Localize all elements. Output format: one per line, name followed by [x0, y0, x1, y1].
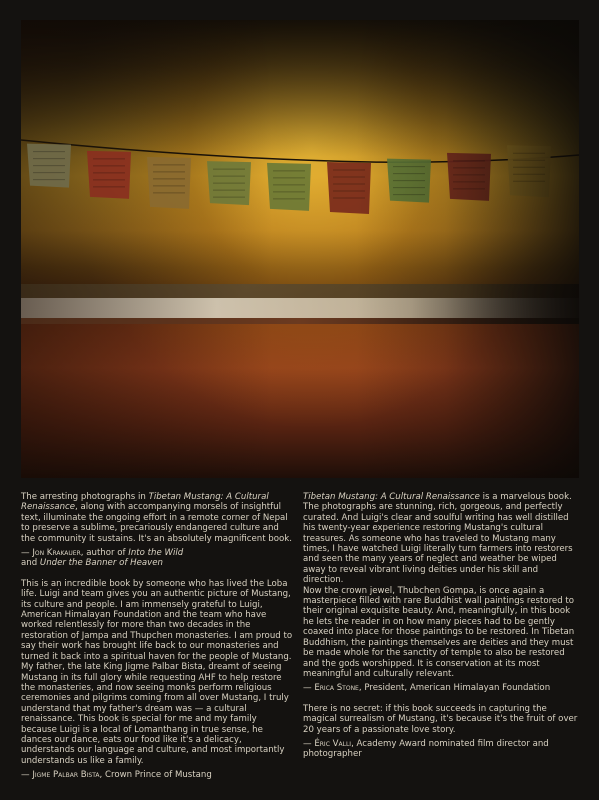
quote-stone: Tibetan Mustang: A Cultural Renaissance is a marvelous book. The photographs are stunning, rich, gorgeous, and perfectly curated. And Luigi's clear and soulful writing has well distilled his twenty-year experience restoring Mustang's cultural treasures. As someone who has traveled to Mustang many times, I have watched Luigi literally turn farmers into restorers and seen the many years of neglect and weather be wiped away to reveal vibrant living deities under his skill and direction. Now the crown jewel, Thubchen Gompa, is once again a masterpiece filled with rare Buddhist wall paintings restored to their original exquisite beauty. And, meaningfully, in this book he lets the reader in on how many pieces had to be gently coaxed into place for those paintings to be restored. In Tibetan Buddhism, the paintings themselves are deities and they must be made whole for the sanctity of temple to also be restored and the gods worshipped. It is conservation at its most meaningful and culturally relevant. [303, 492, 575, 679]
photo-shadow-right [356, 20, 579, 478]
spacer [303, 694, 579, 704]
attribution-krakauer: — Jon Krakauer, author of Into the Wild and Under the Banner of Heaven [21, 548, 184, 569]
spacer [21, 569, 293, 579]
quote-krakauer: The arresting photographs in Tibetan Mustang: A Cultural Renaissance, along with accompanying morsels of insightful text, illuminate the ongoing effort in a remote corner of Nepal to preserve a sublime, precariously endangered culture and the community it sustains. It's an absolutely magnificent book. [21, 492, 292, 544]
cover-photo [21, 20, 579, 478]
attribution-bista: — Jigme Palbar Bista, Crown Prince of Mustang [21, 770, 212, 781]
quotes-section [21, 492, 579, 792]
quotes-right-column [303, 492, 579, 760]
prayer-flag [267, 163, 311, 211]
attribution-stone: — Erica Stone, President, American Himalayan Foundation [303, 683, 551, 694]
attribution-valli: — Éric Valli, Academy Award nominated film director and photographer [303, 738, 549, 760]
quotes-left-column [21, 492, 293, 781]
prayer-flag [87, 151, 131, 199]
quote-bista: This is an incredible book by someone who has lived the Loba life. Luigi and team gives you an authentic picture of Mustang, its culture and people. I am immensely grateful to Luigi, American Himalayan Foundation and the team who have worked relentlessly for more than two decades in the restoration of Jampa and Thupchen monasteries. I am proud to say their work has brought life back to our monasteries and turned it back into a spiritual haven for the people of Mustang. My father, the late King Jigme Palbar Bista, dreamt of seeing Mustang in its full glory while requesting AHF to help restore the monasteries, and now seeing monks perform religious ceremonies and pilgrims coming from all over Mustang, I truly understand that my father's dream was — a cultural renaissance. This book is special for me and my family because Luigi is a local of Lomanthang in true sense, he dances our dance, eats our food like it's a delicacy, understands our language and culture, and most importantly understands us like a family. [21, 578, 293, 766]
quote-valli: There is no secret: if this book succeeds in capturing the magical surrealism of Mustang, it's because it's the fruit of over 20 years of a passionate love story. [303, 703, 578, 735]
